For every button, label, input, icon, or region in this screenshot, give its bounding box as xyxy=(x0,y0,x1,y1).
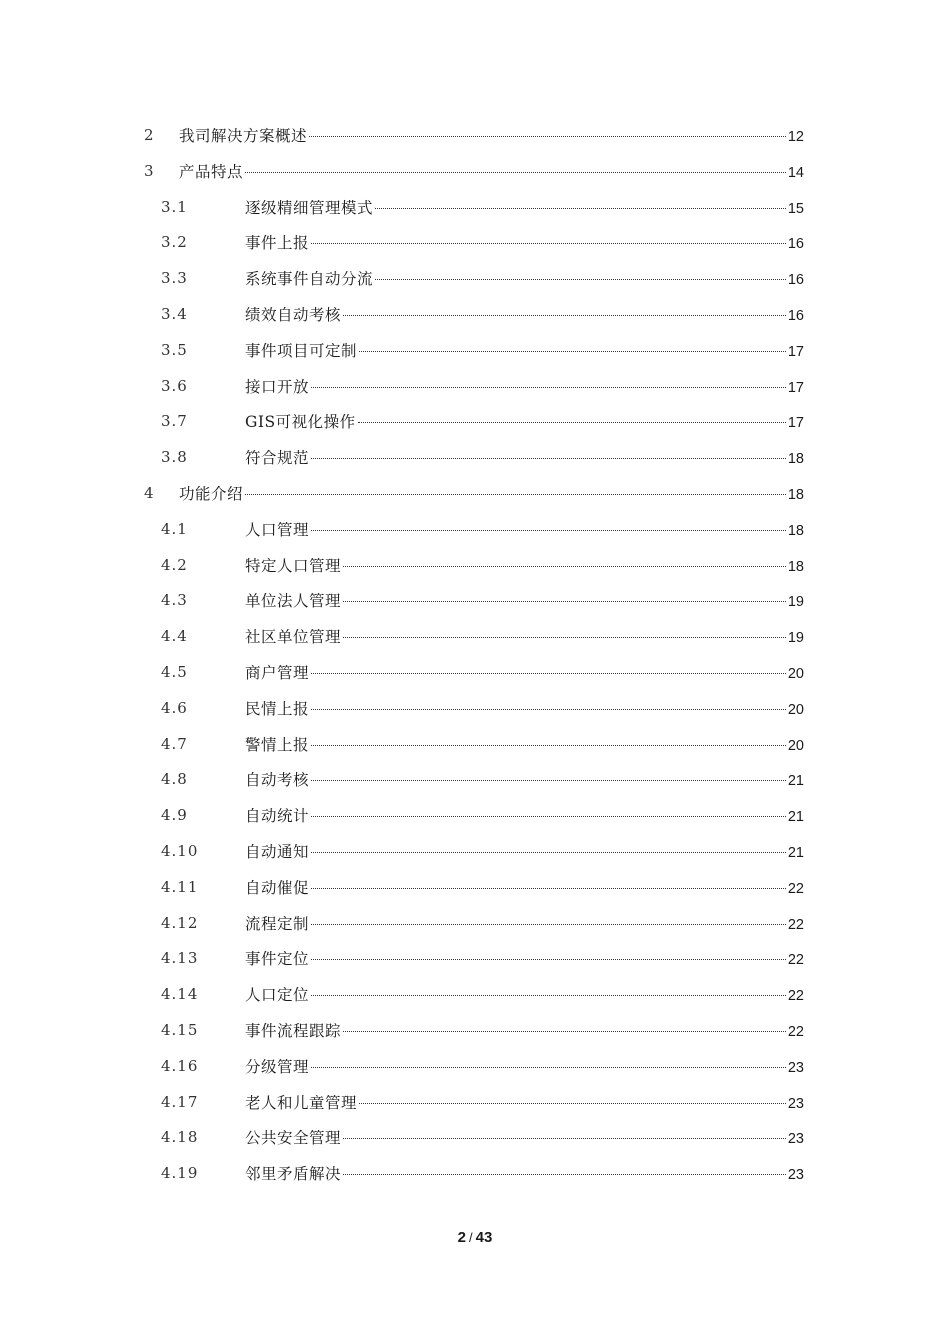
toc-entry-number: 4.2 xyxy=(161,555,188,574)
toc-entry-line xyxy=(245,375,804,399)
toc-entry-title[interactable]: GIS可视化操作 xyxy=(245,413,356,432)
toc-entry-number: 3.8 xyxy=(161,448,188,467)
toc-entry-number: 4.1 xyxy=(161,519,188,538)
toc-entry-page-number[interactable]: 22 xyxy=(787,916,804,933)
dot-leader xyxy=(358,422,786,423)
page-footer xyxy=(0,1229,950,1246)
toc-entry-page-number[interactable]: 22 xyxy=(787,880,804,897)
toc-entry-page-number[interactable]: 18 xyxy=(787,522,804,539)
toc-entry-number: 4.13 xyxy=(161,949,199,968)
toc-entry-title[interactable]: 特定人口管理 xyxy=(245,556,342,575)
toc-entry-number: 2 xyxy=(144,126,155,144)
toc-entry-title[interactable]: 自动考核 xyxy=(245,771,310,790)
toc-entry-page-number[interactable]: 14 xyxy=(787,164,804,181)
dot-leader xyxy=(311,243,786,244)
toc-entry-line xyxy=(245,840,804,864)
toc-entry-number: 3.2 xyxy=(161,233,188,252)
dot-leader xyxy=(311,709,786,710)
toc-entry-title[interactable]: 功能介绍 xyxy=(179,485,244,503)
toc-entry-line xyxy=(245,697,804,721)
toc-entry[interactable] xyxy=(0,941,950,977)
toc-entry-page-number[interactable]: 17 xyxy=(787,379,804,396)
toc-entry-number: 4.4 xyxy=(161,627,188,646)
toc-entry-line xyxy=(245,876,804,900)
dot-leader xyxy=(311,530,786,531)
toc-entry-line xyxy=(245,196,804,220)
toc-entry-number: 4.11 xyxy=(161,877,199,896)
toc-entry-title[interactable]: 社区单位管理 xyxy=(245,628,342,647)
dot-leader xyxy=(311,673,786,674)
toc-entry-line xyxy=(179,160,804,184)
toc-entry-line xyxy=(245,303,804,327)
toc-entry[interactable] xyxy=(0,512,950,548)
toc-entry-line xyxy=(245,554,804,578)
toc-entry-number: 4.15 xyxy=(161,1021,199,1039)
dot-leader xyxy=(309,136,786,137)
dot-leader xyxy=(245,494,786,495)
toc-entry-page-number[interactable]: 19 xyxy=(787,630,804,647)
total-pages-number: 43 xyxy=(475,1229,493,1246)
toc-entry[interactable] xyxy=(0,297,950,333)
toc-entry-line xyxy=(245,589,804,613)
toc-entry-number: 4.12 xyxy=(161,913,199,932)
toc-entry-page-number[interactable]: 19 xyxy=(787,594,804,611)
toc-entry-line xyxy=(245,518,804,542)
toc-entry-line xyxy=(245,733,804,757)
toc-entry-number: 4.5 xyxy=(161,663,188,681)
toc-entry[interactable] xyxy=(0,1120,950,1156)
dot-leader xyxy=(311,458,786,459)
toc-entry-title[interactable]: 单位法人管理 xyxy=(245,592,342,611)
toc-entry-title[interactable]: 民情上报 xyxy=(245,699,310,718)
page-number-separator: / xyxy=(469,1230,473,1245)
toc-entry-line xyxy=(245,983,804,1007)
dot-leader xyxy=(311,852,786,853)
toc-entry-title[interactable]: 人口管理 xyxy=(245,520,310,539)
toc-entry-number: 4 xyxy=(144,484,155,502)
dot-leader xyxy=(359,1103,786,1104)
toc-entry-number: 3.5 xyxy=(161,340,188,359)
toc-entry[interactable] xyxy=(0,798,950,834)
toc-entry-title[interactable]: 老人和儿童管理 xyxy=(245,1093,358,1112)
toc-entry-line xyxy=(179,124,804,148)
toc-entry-title[interactable]: 公共安全管理 xyxy=(245,1129,342,1148)
toc-entry[interactable] xyxy=(0,906,950,942)
toc-entry-number: 4.16 xyxy=(161,1056,199,1075)
dot-leader xyxy=(245,172,786,173)
toc-entry-line xyxy=(245,231,804,255)
toc-entry[interactable] xyxy=(0,727,950,763)
toc-entry-page-number[interactable]: 21 xyxy=(787,773,804,790)
toc-entry-title[interactable]: 事件上报 xyxy=(245,234,310,253)
toc-entry-number: 4.14 xyxy=(161,985,199,1004)
dot-leader xyxy=(343,315,786,316)
toc-entry-title[interactable]: 系统事件自动分流 xyxy=(245,270,374,289)
dot-leader xyxy=(311,780,786,781)
toc-entry[interactable] xyxy=(0,691,950,727)
toc-entry-page-number[interactable]: 17 xyxy=(787,415,804,432)
toc-entry-number: 4.9 xyxy=(161,806,188,825)
toc-entry-line xyxy=(245,1091,804,1115)
dot-leader xyxy=(343,637,786,638)
toc-entry-line xyxy=(179,482,804,506)
dot-leader xyxy=(343,1138,786,1139)
toc-entry-number: 3.7 xyxy=(161,412,188,431)
toc-entry-page-number[interactable]: 12 xyxy=(787,129,804,145)
toc-entry-page-number[interactable]: 22 xyxy=(787,988,804,1005)
toc-entry[interactable] xyxy=(0,1156,950,1192)
dot-leader xyxy=(311,995,786,996)
dot-leader xyxy=(343,566,786,567)
toc-entry-title[interactable]: 产品特点 xyxy=(179,162,244,181)
toc-entry[interactable] xyxy=(0,1049,950,1085)
toc-entry-number: 4.10 xyxy=(161,842,199,860)
dot-leader xyxy=(311,924,786,925)
toc-entry-number: 4.8 xyxy=(161,770,188,789)
toc-entry[interactable] xyxy=(0,369,950,405)
toc-entry-line xyxy=(245,410,804,434)
toc-entry-page-number[interactable]: 23 xyxy=(787,1131,804,1148)
toc-entry-number: 4.6 xyxy=(161,698,188,717)
dot-leader xyxy=(359,351,786,352)
toc-entry-page-number[interactable]: 15 xyxy=(787,200,804,217)
dot-leader xyxy=(343,601,786,602)
toc-entry-title[interactable]: 流程定制 xyxy=(245,914,310,933)
toc-entry[interactable] xyxy=(0,225,950,261)
toc-entry-line xyxy=(245,912,804,936)
dot-leader xyxy=(375,279,786,280)
toc-entry-line xyxy=(245,1019,804,1043)
toc-entry-title[interactable]: 符合规范 xyxy=(245,449,310,468)
toc-entry-line xyxy=(245,339,804,363)
toc-entry-page-number[interactable]: 21 xyxy=(787,809,804,826)
toc-entry[interactable] xyxy=(0,404,950,440)
toc-entry-page-number[interactable]: 23 xyxy=(787,1059,804,1076)
toc-entry-line xyxy=(245,661,804,685)
toc-entry[interactable] xyxy=(0,261,950,297)
dot-leader xyxy=(311,816,786,817)
toc-entry-page-number[interactable]: 17 xyxy=(787,343,804,360)
toc-entry-line xyxy=(245,1162,804,1186)
dot-leader xyxy=(311,888,786,889)
toc-entry-page-number[interactable]: 20 xyxy=(787,666,804,682)
toc-entry-line xyxy=(245,804,804,828)
toc-entry-title[interactable]: 警情上报 xyxy=(245,735,310,754)
toc-entry-page-number[interactable]: 18 xyxy=(787,451,804,468)
toc-entry-number: 4.18 xyxy=(161,1128,199,1147)
toc-entry-title[interactable]: 事件项目可定制 xyxy=(245,341,358,360)
toc-entry[interactable] xyxy=(0,190,950,226)
toc-entry-number: 3.1 xyxy=(161,197,188,216)
toc-entry[interactable] xyxy=(0,154,950,190)
dot-leader xyxy=(311,1067,786,1068)
toc-entry-line xyxy=(245,768,804,792)
toc-entry-page-number[interactable]: 22 xyxy=(787,1024,804,1040)
toc-entry-title[interactable]: 逐级精细管理模式 xyxy=(245,198,374,217)
toc-entry-number: 4.17 xyxy=(161,1092,199,1111)
toc-entry-line xyxy=(245,1126,804,1150)
toc-entry-page-number[interactable]: 21 xyxy=(787,845,804,861)
dot-leader xyxy=(375,208,786,209)
toc-entry-page-number[interactable]: 23 xyxy=(787,1167,804,1184)
toc-entry-title[interactable]: 人口定位 xyxy=(245,986,310,1005)
toc-entry-title[interactable]: 接口开放 xyxy=(245,377,310,396)
toc-entry-line xyxy=(245,1055,804,1079)
toc-entry[interactable] xyxy=(0,762,950,798)
toc-entry-page-number[interactable]: 20 xyxy=(787,701,804,718)
toc-entry-title[interactable]: 事件流程跟踪 xyxy=(245,1022,342,1040)
toc-entry-number: 3.3 xyxy=(161,269,188,288)
toc-entry-title[interactable]: 自动通知 xyxy=(245,843,310,861)
toc-entry-title[interactable]: 商户管理 xyxy=(245,664,310,682)
toc-entry-title[interactable]: 分级管理 xyxy=(245,1057,310,1076)
toc-entry-number: 4.19 xyxy=(161,1164,199,1183)
toc-entry-title[interactable]: 事件定位 xyxy=(245,950,310,969)
toc-entry-page-number[interactable]: 20 xyxy=(787,737,804,754)
toc-entry-page-number[interactable]: 18 xyxy=(787,487,804,503)
dot-leader xyxy=(311,745,786,746)
dot-leader xyxy=(343,1031,786,1032)
toc-entry-line xyxy=(245,625,804,649)
toc-entry[interactable] xyxy=(0,655,950,691)
toc-entry[interactable] xyxy=(0,1085,950,1121)
toc-entry-number: 3.6 xyxy=(161,376,188,395)
dot-leader xyxy=(311,959,786,960)
toc-entry[interactable] xyxy=(0,118,950,154)
toc-entry-number: 4.7 xyxy=(161,734,188,753)
toc-entry[interactable] xyxy=(0,977,950,1013)
dot-leader xyxy=(343,1174,786,1175)
toc-entry-number: 3 xyxy=(144,161,155,180)
toc-entry[interactable] xyxy=(0,870,950,906)
toc-entry[interactable] xyxy=(0,548,950,584)
toc-entry[interactable] xyxy=(0,583,950,619)
toc-entry-page-number[interactable]: 22 xyxy=(787,952,804,969)
toc-entry-page-number[interactable]: 16 xyxy=(787,272,804,289)
toc-entry-title[interactable]: 我司解决方案概述 xyxy=(179,127,308,145)
toc-entry-title[interactable]: 自动催促 xyxy=(245,878,310,897)
toc-entry[interactable] xyxy=(0,476,950,512)
toc-entry-page-number[interactable]: 16 xyxy=(787,308,804,324)
toc-entry[interactable] xyxy=(0,619,950,655)
dot-leader xyxy=(311,387,786,388)
toc-entry-number: 3.4 xyxy=(161,305,188,323)
toc-entry[interactable] xyxy=(0,1013,950,1049)
toc-entry-title[interactable]: 自动统计 xyxy=(245,807,310,826)
toc-entry-title[interactable]: 绩效自动考核 xyxy=(245,306,342,324)
toc-entry-line xyxy=(245,267,804,291)
toc-entry-page-number[interactable]: 18 xyxy=(787,558,804,575)
toc-entry[interactable] xyxy=(0,834,950,870)
toc-entry-line xyxy=(245,446,804,470)
toc-entry[interactable] xyxy=(0,333,950,369)
toc-entry-page-number[interactable]: 16 xyxy=(787,236,804,253)
current-page-number: 2 xyxy=(457,1229,467,1246)
toc-entry-number: 4.3 xyxy=(161,591,188,610)
toc-entry-line xyxy=(245,947,804,971)
toc-entry-title[interactable]: 邻里矛盾解决 xyxy=(245,1165,342,1184)
toc-entry-page-number[interactable]: 23 xyxy=(787,1095,804,1112)
toc-entry[interactable] xyxy=(0,440,950,476)
